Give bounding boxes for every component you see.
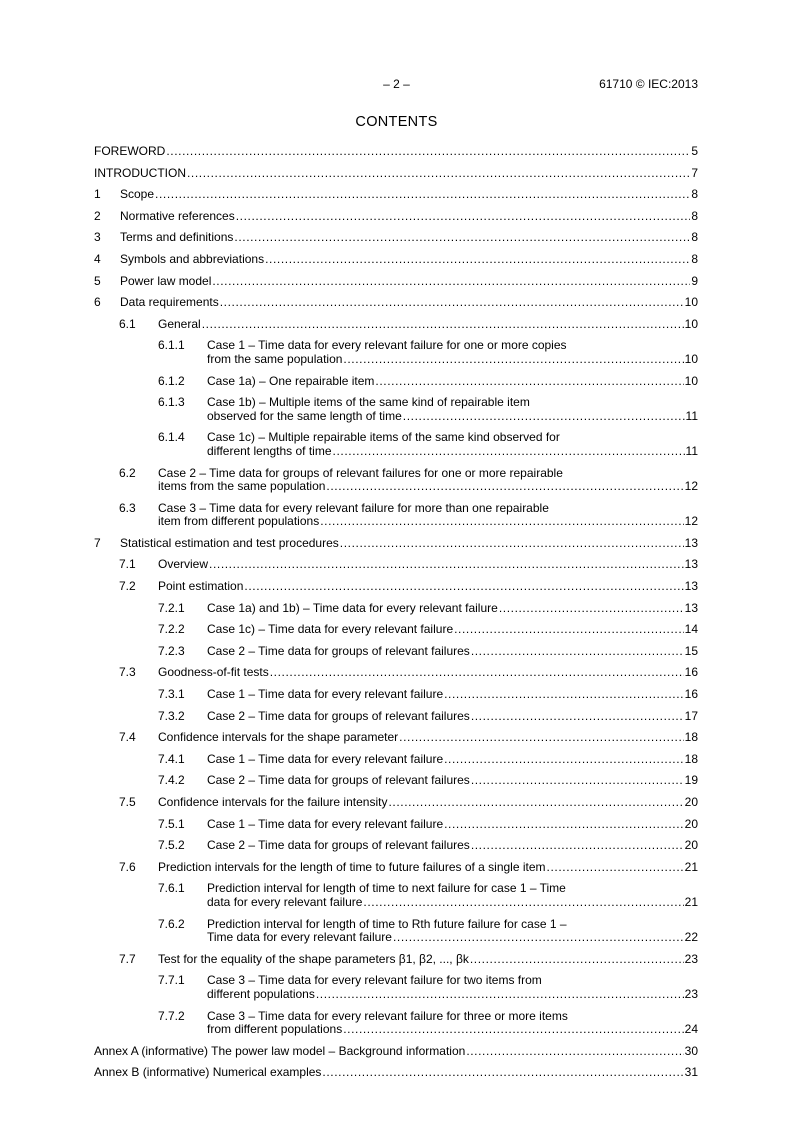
dot-leader: [471, 710, 684, 724]
toc-entry-number: 7.4.1: [158, 751, 185, 766]
dot-leader: [326, 480, 683, 494]
toc-entry-text: [94, 731, 698, 745]
dot-leader: [322, 1066, 683, 1080]
toc-entry-number: 7.6.1: [158, 881, 185, 896]
dot-leader: [212, 275, 690, 289]
dot-leader: [444, 688, 684, 702]
toc-entry-text: [94, 1045, 698, 1059]
toc-entry[interactable]: [94, 839, 698, 853]
toc-entry[interactable]: [94, 296, 698, 310]
toc-entry-page: 21: [684, 894, 698, 909]
toc-entry[interactable]: [94, 882, 698, 909]
toc-entry-title: item from different populations: [158, 514, 320, 529]
toc-entry-title: Point estimation: [158, 579, 244, 594]
toc-entry-page: 21: [684, 859, 698, 874]
toc-entry-title: observed for the same length of time: [207, 408, 402, 423]
toc-entry-text: [94, 231, 698, 245]
toc-entry-title: Test for the equality of the shape parameters β1, β2, ..., βk: [158, 951, 469, 966]
toc-entry[interactable]: [94, 167, 698, 181]
toc-entry-number: 7.4: [119, 730, 136, 745]
toc-entry-text: [94, 666, 698, 680]
toc-entry-page: 8: [691, 230, 698, 245]
toc-entry-number: 7.7.1: [158, 973, 185, 988]
toc-entry-title: Case 1 – Time data for every relevant failure: [207, 687, 444, 702]
toc-entry[interactable]: [94, 688, 698, 702]
toc-entry-number: 7.7: [119, 951, 136, 966]
toc-entry-title: Normative references: [120, 208, 235, 223]
toc-entry[interactable]: [94, 753, 698, 767]
toc-entry-title: Time data for every relevant failure: [207, 930, 392, 945]
toc-entry-title: Statistical estimation and test procedures: [120, 535, 339, 550]
dot-leader: [547, 861, 684, 875]
toc-entry-title: FOREWORD: [94, 144, 166, 158]
toc-entry-page: 13: [684, 579, 698, 594]
toc-entry-page: 13: [684, 600, 698, 615]
toc-entry[interactable]: [94, 375, 698, 389]
dot-leader: [388, 796, 683, 810]
toc-entry-title: Case 1a) and 1b) – Time data for every relevant failure: [207, 600, 498, 615]
toc-entry-title: Case 1b) – Multiple items of the same kind of repairable item: [207, 395, 530, 410]
toc-entry-text: [94, 467, 698, 494]
dot-leader: [234, 231, 690, 245]
page-header: [0, 77, 793, 93]
toc-entry-text: [94, 431, 698, 458]
toc-entry[interactable]: [94, 502, 698, 529]
toc-entry-number: 6.1.3: [158, 395, 185, 410]
toc-entry-page: 20: [684, 816, 698, 831]
toc-entry[interactable]: [94, 731, 698, 745]
toc-entry-title: Case 1 – Time data for every relevant failure for one or more copies: [207, 338, 567, 353]
toc-entry[interactable]: [94, 210, 698, 224]
toc-entry-page: 12: [684, 479, 698, 494]
dot-leader: [471, 839, 684, 853]
toc-entry-number: 6.1.2: [158, 373, 185, 388]
toc-entry-number: 7.5.2: [158, 838, 185, 853]
page-title: CONTENTS: [355, 114, 438, 130]
dot-leader: [471, 774, 684, 788]
toc-entry-number: 1: [94, 187, 101, 202]
toc-entry[interactable]: [94, 974, 698, 1001]
toc-entry[interactable]: [94, 1010, 698, 1037]
toc-entry-text: [94, 688, 698, 702]
dot-leader: [466, 1045, 683, 1059]
toc-entry[interactable]: [94, 1066, 698, 1080]
toc-entry-page: 5: [691, 144, 698, 158]
toc-entry-title: Prediction intervals for the length of time to future failures of a single item: [158, 859, 546, 874]
toc-entry-page: 22: [684, 930, 698, 945]
toc-entry-number: 6.1.1: [158, 338, 185, 353]
toc-entry-text: [94, 375, 698, 389]
toc-entry[interactable]: [94, 953, 698, 967]
toc-entry-page: 12: [684, 514, 698, 529]
toc-entry-text: [94, 861, 698, 875]
toc-entry-page: 13: [684, 535, 698, 550]
dot-leader: [316, 988, 684, 1002]
toc-entry-title: Case 1 – Time data for every relevant failure: [207, 751, 444, 766]
toc-entry-page: 17: [684, 708, 698, 723]
toc-entry-page: 8: [691, 208, 698, 223]
toc-entry-text: [94, 1010, 698, 1037]
toc-entry-title: Goodness-of-fit tests: [158, 665, 269, 680]
dot-leader: [155, 188, 690, 202]
table-of-contents: [94, 145, 698, 1088]
toc-entry-number: 6.2: [119, 465, 136, 480]
toc-entry-number: 2: [94, 208, 101, 223]
dot-leader: [393, 931, 684, 945]
dot-leader: [202, 318, 684, 332]
dot-leader: [375, 375, 683, 389]
dot-leader: [244, 580, 683, 594]
dot-leader: [343, 353, 683, 367]
toc-entry-number: 7.3.2: [158, 708, 185, 723]
toc-entry-title: Case 2 – Time data for groups of relevant failures for one or more repairable: [158, 465, 563, 480]
dot-leader: [270, 666, 684, 680]
toc-entry-text: [94, 188, 698, 202]
toc-entry-text: [94, 774, 698, 788]
toc-entry-number: 6.3: [119, 500, 136, 515]
toc-entry-text: [94, 710, 698, 724]
dot-leader: [236, 210, 691, 224]
toc-entry-number: 7.2.1: [158, 600, 185, 615]
toc-entry-page: 30: [684, 1043, 698, 1058]
toc-entry-text: [94, 210, 698, 224]
toc-entry-title: Case 1c) – Time data for every relevant failure: [207, 622, 454, 637]
toc-entry[interactable]: [94, 818, 698, 832]
toc-entry[interactable]: [94, 318, 698, 332]
dot-leader: [444, 818, 684, 832]
toc-entry-text: [94, 818, 698, 832]
toc-entry[interactable]: [94, 339, 698, 366]
toc-entry-title: different populations: [207, 986, 315, 1001]
toc-entry-title: Case 1 – Time data for every relevant failure: [207, 816, 444, 831]
toc-entry-title: General: [158, 316, 201, 331]
toc-entry-text: [94, 339, 698, 366]
toc-entry-page: 8: [691, 187, 698, 202]
toc-entry[interactable]: [94, 774, 698, 788]
toc-entry-title: Case 1a) – One repairable item: [207, 373, 375, 388]
toc-entry-text: [94, 623, 698, 637]
dot-leader: [187, 167, 690, 181]
dot-leader: [265, 253, 690, 267]
toc-entry-number: 7.4.2: [158, 773, 185, 788]
dot-leader: [166, 145, 690, 159]
toc-entry-title: Power law model: [120, 273, 212, 288]
toc-entry-text: [94, 502, 698, 529]
toc-entry[interactable]: [94, 467, 698, 494]
toc-entry-text: [94, 796, 698, 810]
toc-entry-text: [94, 537, 698, 551]
toc-entry-text: [94, 145, 698, 159]
dot-leader: [363, 896, 683, 910]
toc-entry-page: 16: [684, 687, 698, 702]
dot-leader: [220, 296, 684, 310]
dot-leader: [471, 645, 684, 659]
toc-entry[interactable]: [94, 396, 698, 423]
toc-entry-title: Case 2 – Time data for groups of relevant failures: [207, 643, 470, 658]
toc-entry-page: 19: [684, 773, 698, 788]
toc-entry[interactable]: [94, 796, 698, 810]
toc-entry-number: 7.6: [119, 859, 136, 874]
toc-entry-title: Case 2 – Time data for groups of relevant failures: [207, 838, 470, 853]
toc-entry[interactable]: [94, 537, 698, 551]
page-number: – 2 –: [383, 77, 410, 91]
toc-entry-text: [94, 645, 698, 659]
toc-entry-page: 23: [684, 986, 698, 1001]
toc-entry-page: 9: [691, 273, 698, 288]
toc-entry-title: Case 3 – Time data for every relevant failure for three or more items: [207, 1008, 568, 1023]
dot-leader: [403, 410, 685, 424]
toc-entry-title: Case 1c) – Multiple repairable items of the same kind observed for: [207, 430, 560, 445]
toc-entry[interactable]: [94, 580, 698, 594]
toc-entry-page: 14: [684, 622, 698, 637]
toc-entry[interactable]: [94, 1045, 698, 1059]
toc-entry[interactable]: [94, 666, 698, 680]
toc-entry-text: [94, 974, 698, 1001]
toc-entry-page: 11: [685, 443, 698, 458]
toc-entry-number: 7.2.3: [158, 643, 185, 658]
toc-entry-page: 10: [684, 351, 698, 366]
toc-entry-text: [94, 253, 698, 267]
dot-leader: [320, 515, 683, 529]
toc-entry-number: 5: [94, 273, 101, 288]
toc-entry-text: [94, 296, 698, 310]
toc-entry-title: from the same population: [207, 351, 343, 366]
toc-entry-title: different lengths of time: [207, 443, 332, 458]
dot-leader: [470, 953, 684, 967]
toc-entry-title: Confidence intervals for the shape parameter: [158, 730, 399, 745]
toc-entry-page: 10: [684, 373, 698, 388]
dot-leader: [444, 753, 684, 767]
dot-leader: [209, 558, 684, 572]
toc-entry-text: [94, 318, 698, 332]
toc-entry-page: 16: [684, 665, 698, 680]
toc-entry-title: Confidence intervals for the failure intensity: [158, 795, 388, 809]
toc-entry-text: [94, 167, 698, 181]
dot-leader: [340, 537, 684, 551]
toc-entry[interactable]: [94, 710, 698, 724]
toc-entry-title: Overview: [158, 557, 209, 572]
toc-entry-number: 6.1: [119, 316, 136, 331]
toc-entry-page: 15: [684, 643, 698, 658]
toc-entry-number: 7.5: [119, 795, 136, 809]
toc-entry-text: [94, 602, 698, 616]
dot-leader: [343, 1023, 683, 1037]
toc-entry-text: [94, 275, 698, 289]
dot-leader: [499, 602, 684, 616]
toc-entry-title: Prediction interval for length of time to Rth future failure for case 1 –: [207, 916, 567, 931]
toc-entry-title: Prediction interval for length of time to next failure for case 1 – Time: [207, 881, 566, 896]
toc-entry[interactable]: [94, 918, 698, 945]
toc-entry-page: 18: [684, 730, 698, 745]
toc-entry-title: from different populations: [207, 1022, 343, 1037]
toc-entry-title: Case 3 – Time data for every relevant failure for two items from: [207, 973, 542, 988]
toc-entry-number: 6.1.4: [158, 430, 185, 445]
toc-entry-page: 20: [684, 795, 698, 809]
toc-entry-page: 10: [684, 316, 698, 331]
toc-entry-number: 7.6.2: [158, 916, 185, 931]
toc-entry-number: 7: [94, 535, 101, 550]
toc-entry-text: [94, 558, 698, 572]
standard-reference: 61710 © IEC:2013: [599, 77, 698, 91]
toc-entry-text: [94, 396, 698, 423]
toc-entry[interactable]: [94, 861, 698, 875]
toc-entry-title: Annex B (informative) Numerical examples: [94, 1065, 322, 1080]
toc-entry[interactable]: [94, 645, 698, 659]
toc-entry-page: 8: [691, 251, 698, 266]
toc-entry-page: 24: [684, 1022, 698, 1037]
toc-entry-page: 7: [691, 165, 698, 180]
toc-entry-title: Terms and definitions: [120, 230, 234, 245]
toc-entry-page: 18: [684, 751, 698, 766]
toc-entry-number: 7.2.2: [158, 622, 185, 637]
toc-entry[interactable]: [94, 188, 698, 202]
toc-entry[interactable]: [94, 231, 698, 245]
toc-entry-title: Scope: [120, 187, 155, 202]
dot-leader: [399, 731, 684, 745]
toc-entry-number: 6: [94, 295, 101, 310]
toc-entry[interactable]: [94, 558, 698, 572]
toc-entry[interactable]: [94, 275, 698, 289]
toc-entry-title: Symbols and abbreviations: [120, 251, 265, 266]
toc-entry[interactable]: [94, 623, 698, 637]
toc-entry-page: 31: [684, 1065, 698, 1080]
toc-entry-text: [94, 953, 698, 967]
toc-entry-number: 7.7.2: [158, 1008, 185, 1023]
toc-entry-text: [94, 1066, 698, 1080]
toc-entry-page: 11: [685, 408, 698, 423]
toc-entry-text: [94, 839, 698, 853]
toc-entry-page: 23: [684, 951, 698, 966]
toc-entry-page: 20: [684, 838, 698, 853]
toc-entry-number: 7.2: [119, 579, 136, 594]
toc-entry-title: Case 2 – Time data for groups of relevant failures: [207, 708, 470, 723]
toc-entry-title: Case 3 – Time data for every relevant failure for more than one repairable: [158, 500, 549, 515]
toc-entry-title: INTRODUCTION: [94, 165, 186, 180]
toc-entry-title: Data requirements: [120, 295, 219, 310]
toc-entry-number: 4: [94, 251, 101, 266]
toc-entry-page: 10: [684, 295, 698, 310]
toc-entry-number: 7.1: [119, 557, 136, 572]
toc-entry-text: [94, 918, 698, 945]
toc-entry-title: Annex A (informative) The power law model – Background information: [94, 1043, 466, 1058]
toc-entry-text: [94, 753, 698, 767]
toc-entry[interactable]: [94, 431, 698, 458]
toc-entry[interactable]: [94, 145, 698, 159]
toc-entry-number: 7.3.1: [158, 687, 185, 702]
toc-entry-title: data for every relevant failure: [207, 894, 363, 909]
toc-entry-page: 13: [684, 557, 698, 572]
toc-entry-number: 7.3: [119, 665, 136, 680]
toc-entry[interactable]: [94, 253, 698, 267]
dot-leader: [333, 445, 685, 459]
toc-entry-number: 3: [94, 230, 101, 245]
toc-entry-title: Case 2 – Time data for groups of relevant failures: [207, 773, 470, 788]
toc-entry-title: items from the same population: [158, 479, 326, 494]
toc-entry-text: [94, 580, 698, 594]
toc-entry[interactable]: [94, 602, 698, 616]
toc-entry-text: [94, 882, 698, 909]
dot-leader: [454, 623, 684, 637]
toc-entry-number: 7.5.1: [158, 816, 185, 831]
